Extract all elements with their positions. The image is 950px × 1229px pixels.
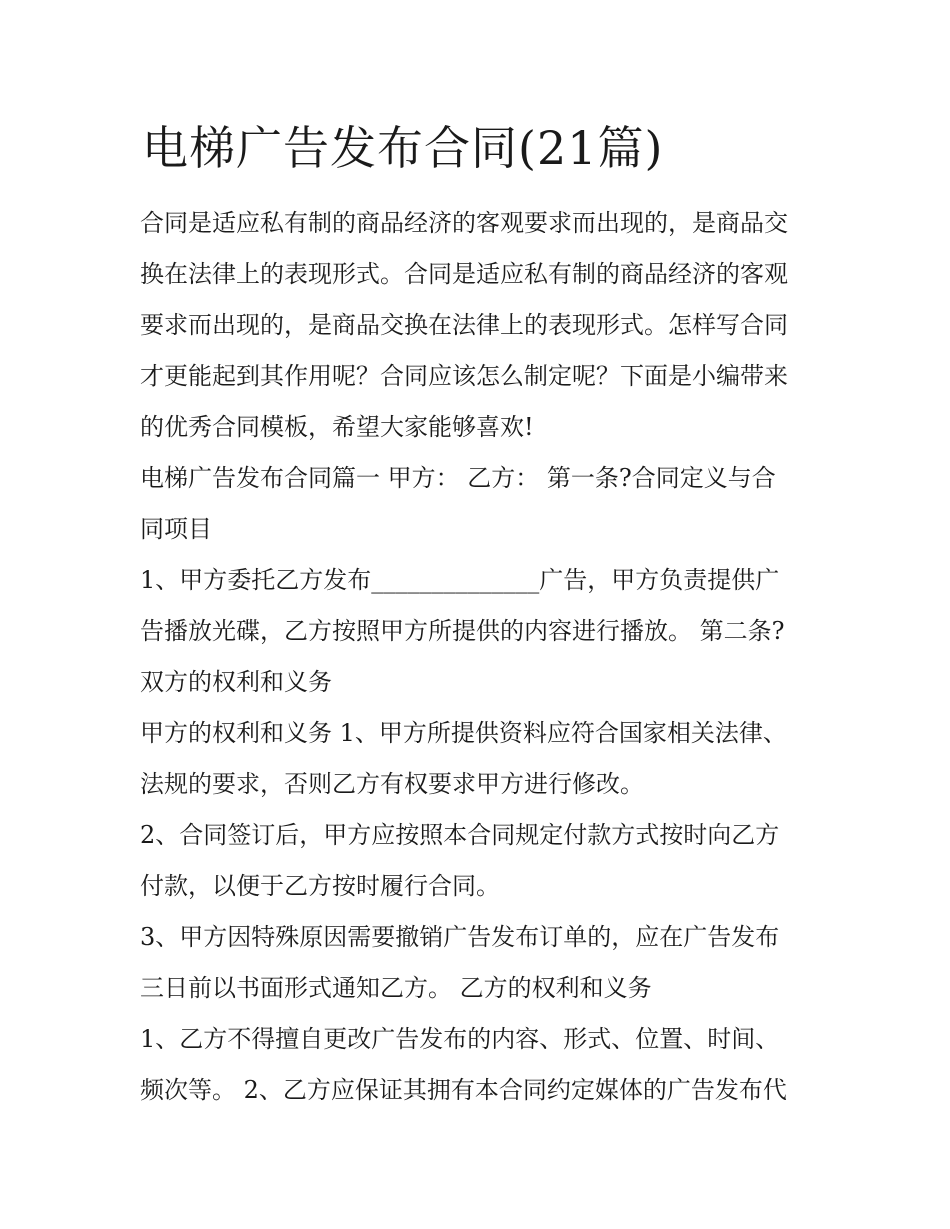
document-body	[140, 198, 820, 1116]
text-line: 三日前以书面形式通知乙方。 乙方的权利和义务	[140, 974, 652, 1002]
section-heading-line: 电梯广告发布合同篇一 甲方： 乙方： 第一条?合同定义与合	[140, 464, 776, 492]
text-line: 双方的权利和义务	[140, 668, 332, 696]
text-line: 1、甲方委托乙方发布______________广告，甲方负责提供广	[140, 566, 780, 594]
document-title: 电梯广告发布合同(21篇)	[142, 121, 664, 175]
text-line: 才更能起到其作用呢？合同应该怎么制定呢？下面是小编带来	[140, 362, 788, 390]
text-line: 的优秀合同模板，希望大家能够喜欢!	[140, 413, 534, 441]
text-line: 换在法律上的表现形式。合同是适应私有制的商品经济的客观	[140, 260, 788, 288]
text-line: 告播放光碟，乙方按照甲方所提供的内容进行播放。 第二条?	[140, 617, 785, 645]
text-line: 甲方的权利和义务 1、甲方所提供资料应符合国家相关法律、	[140, 719, 787, 747]
text-line: 3、甲方因特殊原因需要撤销广告发布订单的，应在广告发布	[140, 923, 780, 951]
text-line: 频次等。 2、乙方应保证其拥有本合同约定媒体的广告发布代	[140, 1076, 787, 1104]
text-line: 要求而出现的，是商品交换在法律上的表现形式。怎样写合同	[140, 311, 788, 339]
text-line: 合同是适应私有制的商品经济的客观要求而出现的，是商品交	[140, 209, 788, 237]
text-line: 同项目	[140, 515, 212, 543]
text-line: 2、合同签订后，甲方应按照本合同规定付款方式按时向乙方	[140, 821, 780, 849]
text-line: 1、乙方不得擅自更改广告发布的内容、形式、位置、时间、	[140, 1025, 780, 1053]
text-line: 付款，以便于乙方按时履行合同。	[140, 872, 500, 900]
text-line: 法规的要求，否则乙方有权要求甲方进行修改。	[140, 770, 644, 798]
